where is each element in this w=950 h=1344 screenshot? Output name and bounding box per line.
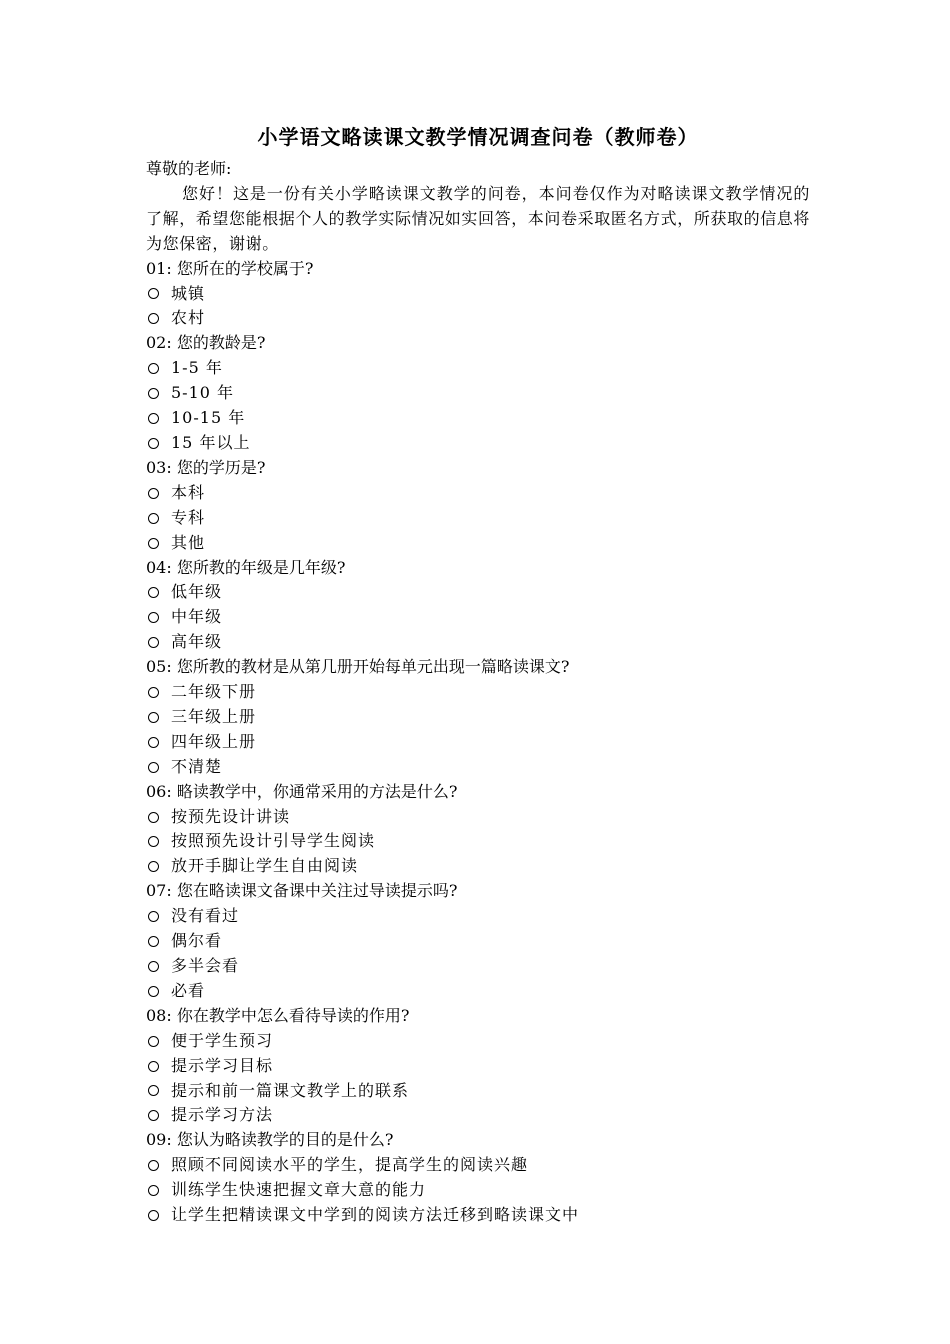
radio-circle-icon[interactable] — [148, 313, 159, 324]
answer-option[interactable] — [146, 306, 810, 331]
option-label: 没有看过 — [171, 906, 240, 926]
intro-paragraph: 您好！这是一份有关小学略读课文教学的问卷，本问卷仅作为对略读课文教学情况的了解，希望您能根据个人的教学实际情况如实回答，本问卷采取匿名方式，所获取的信息将为您保密，谢谢。 — [146, 183, 811, 253]
radio-circle-icon[interactable] — [148, 363, 159, 374]
option-label: 提示学习目标 — [171, 1055, 274, 1075]
radio-circle-icon[interactable] — [148, 762, 159, 773]
answer-option[interactable] — [146, 1203, 810, 1228]
option-label: 农村 — [171, 308, 206, 328]
question-label: 01: 您所在的学校属于? — [146, 258, 314, 278]
answer-option[interactable] — [146, 282, 810, 307]
answer-option[interactable] — [146, 680, 810, 705]
answer-option[interactable] — [146, 630, 810, 655]
radio-circle-icon[interactable] — [148, 1036, 159, 1047]
answer-option[interactable] — [146, 1153, 810, 1178]
radio-circle-icon[interactable] — [148, 488, 159, 499]
answer-option[interactable] — [146, 755, 810, 780]
radio-circle-icon[interactable] — [148, 836, 159, 847]
radio-circle-icon[interactable] — [148, 413, 159, 424]
option-label: 提示学习方法 — [171, 1105, 274, 1125]
radio-circle-icon[interactable] — [148, 861, 159, 872]
radio-circle-icon[interactable] — [148, 911, 159, 922]
option-label: 提示和前一篇课文教学上的联系 — [171, 1080, 410, 1100]
document-title: 小学语文略读课文教学情况调查问卷（教师卷） — [257, 125, 699, 149]
radio-circle-icon[interactable] — [148, 712, 159, 723]
answer-option[interactable] — [146, 1029, 810, 1054]
question-label: 03: 您的学历是? — [146, 457, 266, 477]
radio-circle-icon[interactable] — [148, 936, 159, 947]
option-label: 多半会看 — [171, 956, 240, 975]
option-label: 便于学生预习 — [171, 1030, 274, 1050]
radio-circle-icon[interactable] — [148, 637, 159, 648]
option-label: 三年级上册 — [171, 706, 257, 726]
option-label: 5-10 年 — [171, 383, 235, 403]
answer-option[interactable] — [146, 580, 810, 605]
radio-circle-icon[interactable] — [148, 812, 159, 823]
radio-circle-icon[interactable] — [148, 687, 159, 698]
answer-option[interactable] — [146, 531, 810, 556]
option-label: 按照预先设计引导学生阅读 — [171, 831, 376, 851]
question-label: 09: 您认为略读教学的目的是什么? — [146, 1130, 394, 1150]
option-label: 二年级下册 — [171, 682, 257, 702]
option-label: 15 年以上 — [171, 432, 251, 452]
radio-circle-icon[interactable] — [148, 1110, 159, 1121]
radio-circle-icon[interactable] — [148, 587, 159, 598]
answer-option[interactable] — [146, 730, 810, 755]
option-label: 10-15 年 — [171, 408, 246, 428]
answer-option[interactable] — [146, 506, 810, 531]
radio-circle-icon[interactable] — [148, 388, 159, 399]
question-label: 04: 您所教的年级是几年级? — [146, 557, 346, 577]
question-label: 08: 你在教学中怎么看待导读的作用? — [146, 1005, 410, 1025]
answer-option[interactable] — [146, 381, 810, 406]
answer-option[interactable] — [146, 431, 810, 456]
question-label: 02: 您的教龄是? — [146, 333, 266, 353]
radio-circle-icon[interactable] — [148, 612, 159, 623]
answer-option[interactable] — [146, 1054, 810, 1079]
answer-option[interactable] — [146, 605, 810, 630]
option-label: 偶尔看 — [171, 931, 223, 951]
option-label: 放开手脚让学生自由阅读 — [171, 856, 359, 876]
answer-option[interactable] — [146, 979, 810, 1004]
question-label: 06: 略读教学中，你通常采用的方法是什么? — [146, 781, 458, 801]
answer-option[interactable] — [146, 1079, 810, 1104]
answer-option[interactable] — [146, 406, 810, 431]
option-label: 必看 — [171, 980, 206, 1000]
option-label: 中年级 — [171, 607, 223, 627]
option-label: 训练学生快速把握文章大意的能力 — [171, 1180, 427, 1200]
radio-circle-icon[interactable] — [148, 737, 159, 748]
option-label: 照顾不同阅读水平的学生，提高学生的阅读兴趣 — [171, 1155, 529, 1175]
option-label: 城镇 — [171, 283, 206, 303]
question-list — [146, 257, 810, 1228]
answer-option[interactable] — [146, 1178, 810, 1203]
answer-option[interactable] — [146, 1103, 810, 1128]
answer-option[interactable] — [146, 829, 810, 854]
option-label: 本科 — [171, 482, 206, 502]
answer-option[interactable] — [146, 854, 810, 879]
answer-option[interactable] — [146, 705, 810, 730]
answer-option[interactable] — [146, 805, 810, 830]
option-label: 低年级 — [171, 582, 223, 602]
radio-circle-icon[interactable] — [148, 1061, 159, 1072]
answer-option[interactable] — [146, 356, 810, 381]
option-label: 专科 — [171, 507, 206, 527]
radio-circle-icon[interactable] — [148, 986, 159, 997]
option-label: 按预先设计讲读 — [171, 806, 291, 826]
option-label: 高年级 — [171, 632, 223, 652]
option-label: 1-5 年 — [171, 358, 223, 378]
question-label: 07: 您在略读课文备课中关注过导读提示吗? — [146, 881, 458, 901]
radio-circle-icon[interactable] — [148, 1085, 159, 1096]
option-label: 让学生把精读课文中学到的阅读方法迁移到略读课文中 — [171, 1205, 580, 1225]
greeting: 尊敬的老师: — [146, 159, 232, 178]
radio-circle-icon[interactable] — [148, 1210, 159, 1221]
radio-circle-icon[interactable] — [148, 1160, 159, 1171]
option-label: 不清楚 — [171, 756, 223, 776]
question-label: 05: 您所教的教材是从第几册开始每单元出现一篇略读课文? — [146, 657, 570, 677]
answer-option[interactable] — [146, 481, 810, 506]
radio-circle-icon[interactable] — [148, 288, 159, 299]
option-label: 四年级上册 — [171, 731, 257, 751]
radio-circle-icon[interactable] — [148, 438, 159, 449]
option-label: 其他 — [171, 532, 206, 552]
questionnaire — [146, 121, 810, 1228]
radio-circle-icon[interactable] — [148, 1185, 159, 1196]
answer-option[interactable] — [146, 904, 810, 929]
answer-option[interactable] — [146, 954, 810, 979]
answer-option[interactable] — [146, 929, 810, 954]
radio-circle-icon[interactable] — [148, 538, 159, 549]
radio-circle-icon[interactable] — [148, 513, 159, 524]
radio-circle-icon[interactable] — [148, 961, 159, 972]
